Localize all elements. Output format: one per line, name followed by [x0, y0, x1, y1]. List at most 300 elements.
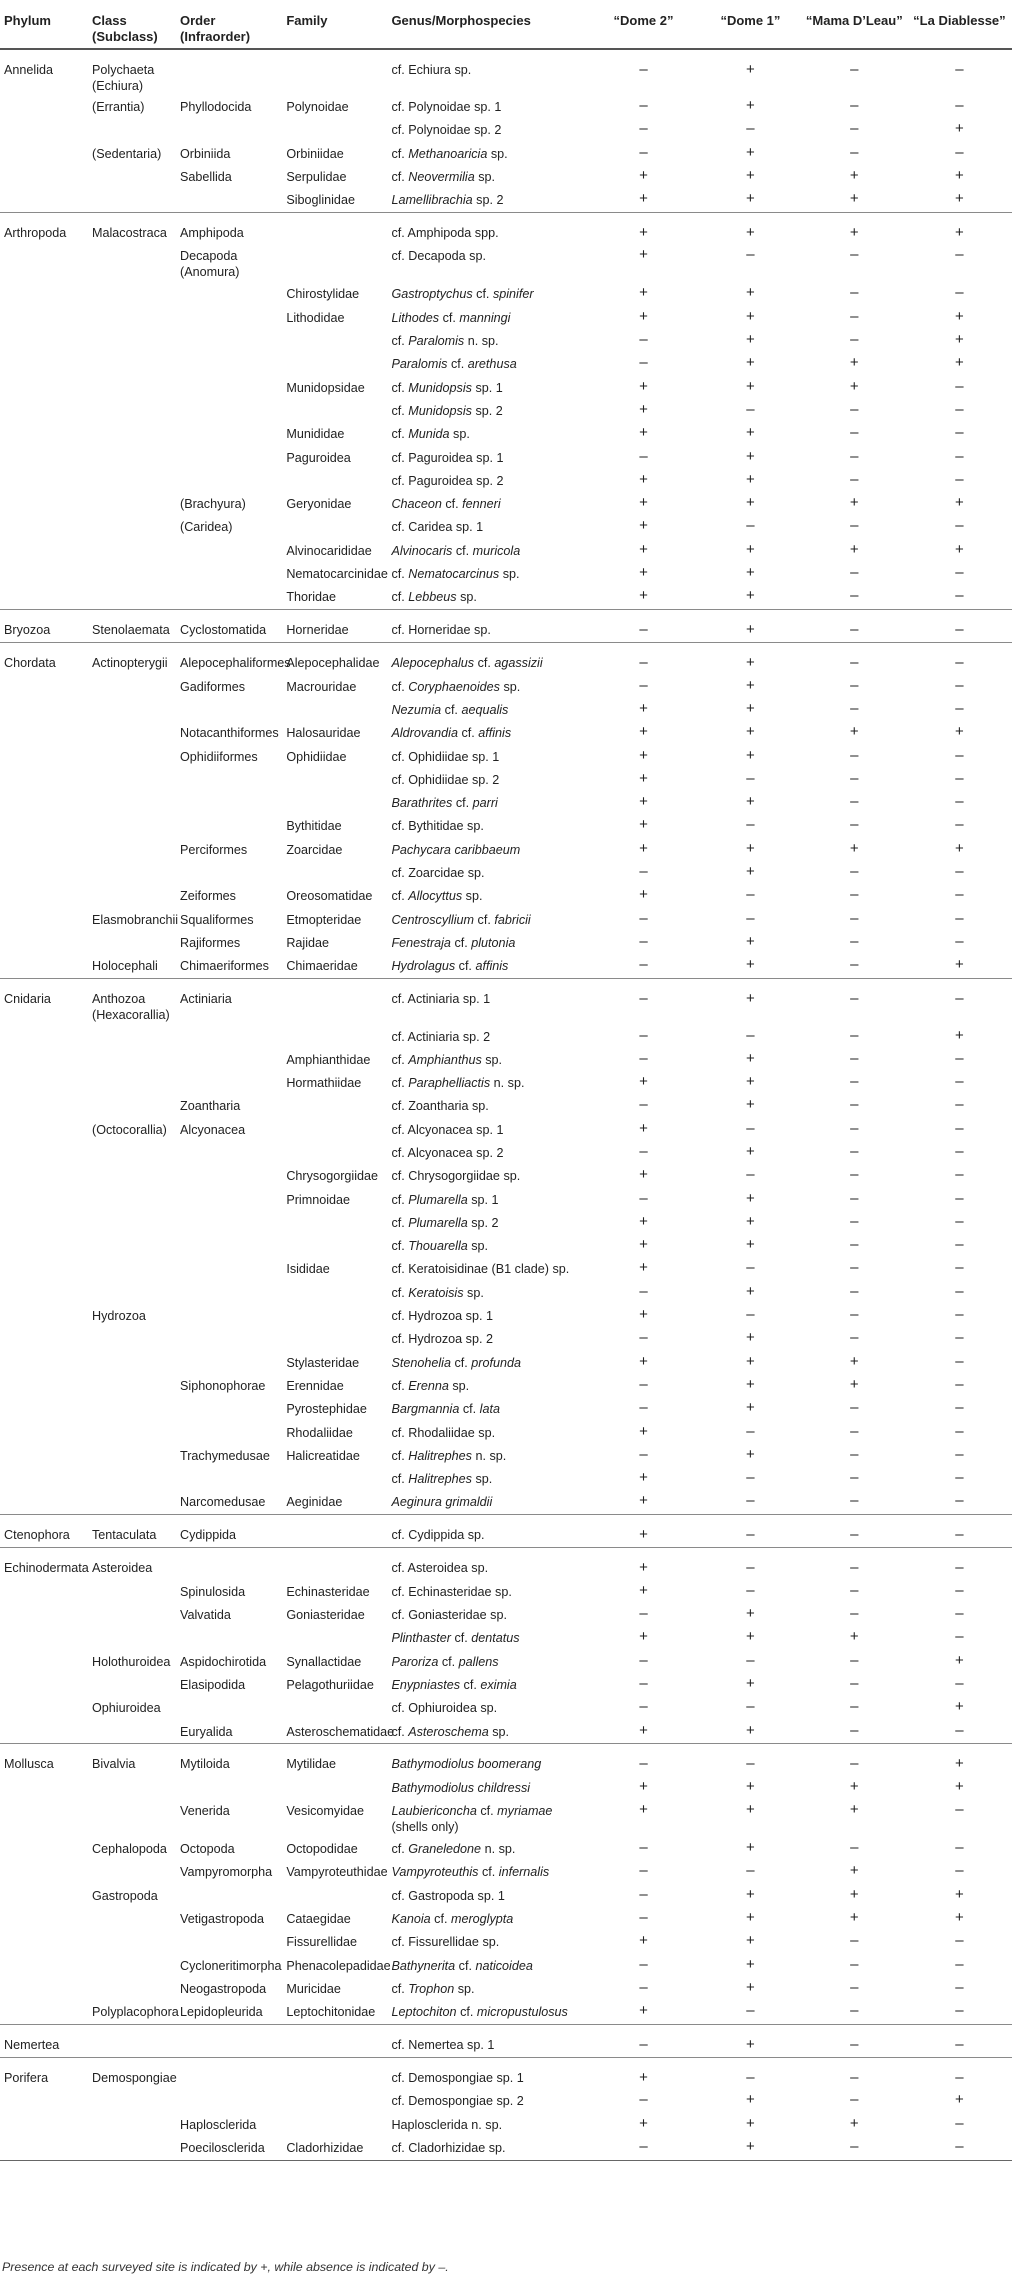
cell-site-dome2: + — [639, 470, 648, 488]
cell-phylum — [0, 586, 88, 609]
cell-phylum — [0, 540, 88, 563]
phylum-group — [0, 979, 1012, 1515]
cell-site-la-diablesse: – — [955, 1189, 964, 1207]
cell-phylum — [0, 699, 88, 722]
cell-site-mama-dleau: + — [849, 354, 859, 372]
cell-site-dome1: + — [746, 746, 755, 764]
cell-site-mama-dleau: – — [850, 470, 859, 488]
cell-site-la-diablesse: + — [955, 839, 964, 857]
cell-order — [176, 1235, 282, 1258]
table-row — [0, 839, 1012, 862]
cell-genus: cf. Plumarella sp. 2 — [391, 1215, 499, 1230]
table-row — [0, 1777, 1012, 1800]
cell-site-dome2: – — [639, 447, 648, 465]
table-row — [0, 143, 1012, 166]
cell-class — [88, 792, 176, 815]
table-row — [0, 330, 1012, 353]
table-row — [0, 1352, 1012, 1375]
cell-site-dome1: + — [746, 699, 755, 717]
cell-phylum — [0, 1189, 88, 1212]
table-row — [0, 400, 1012, 423]
cell-site-dome1: + — [746, 2114, 755, 2132]
cell-class — [88, 1861, 176, 1884]
cell-phylum — [0, 1258, 88, 1281]
cell-site-dome1: – — [746, 1119, 755, 1137]
cell-site-mama-dleau: – — [850, 246, 859, 264]
cell-phylum: Cnidaria — [4, 992, 51, 1006]
table-row — [0, 1861, 1012, 1884]
cell-genus: Plinthaster cf. dentatus — [391, 1631, 520, 1646]
cell-family: Serpulidae — [286, 169, 347, 184]
cell-phylum — [0, 909, 88, 932]
cell-class — [88, 307, 176, 330]
cell-site-dome1: + — [746, 331, 755, 349]
cell-phylum — [0, 1282, 88, 1305]
cell-site-dome2: – — [639, 2138, 648, 2156]
cell-site-dome2: + — [639, 1166, 648, 1184]
cell-site-mama-dleau: – — [850, 956, 859, 974]
cell-site-dome2: + — [639, 839, 648, 857]
cell-site-dome2: + — [639, 1236, 648, 1254]
cell-class: (Errantia) — [92, 100, 145, 114]
cell-site-la-diablesse: – — [955, 1142, 964, 1160]
cell-site-dome2: + — [639, 246, 648, 264]
cell-class — [88, 2024, 176, 2057]
cell-order — [176, 1305, 282, 1328]
cell-order: Venerida — [180, 1804, 230, 1819]
cell-class — [88, 1352, 176, 1375]
cell-site-dome2: + — [639, 2114, 648, 2132]
cell-family: Rajidae — [286, 935, 330, 950]
cell-site-mama-dleau: + — [849, 1777, 859, 1795]
cell-genus: cf. Methanoaricia sp. — [391, 146, 508, 161]
cell-site-mama-dleau: + — [849, 2114, 859, 2132]
cell-site-la-diablesse: – — [955, 676, 964, 694]
cell-site-mama-dleau: – — [850, 284, 859, 302]
cell-phylum — [0, 1352, 88, 1375]
cell-family: Primnoidae — [286, 1192, 351, 1207]
cell-order: Zeiformes — [180, 889, 236, 904]
cell-site-mama-dleau: – — [850, 1282, 859, 1300]
cell-site-mama-dleau: – — [850, 517, 859, 535]
cell-order — [176, 330, 282, 353]
header-order: Order (Infraorder) — [180, 13, 251, 44]
cell-site-mama-dleau: – — [850, 587, 859, 605]
cell-site-la-diablesse: – — [955, 990, 964, 1007]
cell-family: Erennidae — [286, 1378, 344, 1393]
cell-site-la-diablesse: – — [955, 1212, 964, 1230]
cell-site-dome1: – — [746, 1526, 755, 1544]
cell-order: Perciformes — [180, 842, 248, 857]
cell-family: Polynoidae — [286, 100, 349, 114]
cell-order: (Caridea) — [180, 520, 233, 535]
cell-phylum — [0, 815, 88, 838]
cell-site-dome1: + — [746, 1236, 755, 1254]
cell-genus: cf. Chrysogorgiidae sp. — [391, 1169, 521, 1184]
cell-order: Rajiformes — [180, 935, 241, 950]
cell-phylum — [0, 307, 88, 330]
cell-family — [282, 769, 387, 792]
cell-phylum — [0, 189, 88, 212]
cell-phylum — [0, 516, 88, 539]
cell-site-dome2: – — [639, 1651, 648, 1669]
cell-family: Munidopsidae — [286, 380, 365, 395]
cell-family — [282, 470, 387, 493]
cell-site-mama-dleau: – — [850, 1955, 859, 1973]
cell-site-dome2: – — [639, 1096, 648, 1114]
cell-site-dome1: + — [746, 377, 755, 395]
table-row — [0, 1491, 1012, 1514]
cell-genus: Leptochiton cf. micropustulosus — [391, 2005, 568, 2020]
cell-genus: cf. Munida sp. — [391, 427, 470, 442]
table-row — [0, 722, 1012, 745]
cell-family — [282, 1095, 387, 1118]
cell-phylum — [0, 1375, 88, 1398]
cell-site-la-diablesse: + — [955, 223, 964, 241]
cell-site-mama-dleau: – — [850, 1096, 859, 1114]
cell-class — [88, 2137, 176, 2160]
cell-site-la-diablesse: – — [955, 377, 964, 395]
cell-family — [282, 1697, 387, 1720]
cell-site-dome1: + — [746, 932, 755, 950]
cell-site-mama-dleau: + — [849, 377, 859, 395]
cell-genus: cf. Lebbeus sp. — [391, 590, 477, 605]
cell-family — [282, 1305, 387, 1328]
cell-family — [282, 212, 387, 245]
cell-class — [88, 1931, 176, 1954]
cell-class: Ophiuroidea — [92, 1701, 161, 1716]
cell-site-la-diablesse: + — [955, 1755, 964, 1773]
cell-site-la-diablesse: – — [955, 587, 964, 605]
cell-class — [88, 1235, 176, 1258]
cell-site-la-diablesse: – — [955, 1259, 964, 1277]
cell-site-dome2: – — [639, 1375, 648, 1393]
cell-site-dome1: – — [746, 1651, 755, 1669]
cell-site-mama-dleau: + — [849, 190, 859, 208]
cell-genus: cf. Allocyttus sp. — [391, 889, 483, 904]
cell-family: Chirostylidae — [286, 287, 360, 302]
cell-site-dome1: + — [746, 723, 755, 741]
cell-site-dome2: + — [639, 307, 648, 325]
cell-site-dome1: + — [746, 61, 755, 78]
cell-site-dome2: + — [639, 816, 648, 834]
cell-site-dome2: + — [639, 1469, 648, 1487]
cell-genus: cf. Zoantharia sp. — [391, 1099, 489, 1114]
cell-site-la-diablesse: – — [955, 61, 964, 78]
cell-genus: Chaceon cf. fenneri — [391, 497, 501, 512]
cell-site-mama-dleau: + — [849, 1885, 859, 1903]
cell-genus: Centroscyllium cf. fabricii — [391, 912, 531, 927]
cell-family: Bythitidae — [286, 819, 342, 834]
cell-site-dome2: – — [639, 331, 648, 349]
cell-site-dome2: – — [639, 1445, 648, 1463]
cell-site-dome2: – — [639, 1142, 648, 1160]
cell-order — [176, 1258, 282, 1281]
table-row — [0, 423, 1012, 446]
cell-family — [282, 862, 387, 885]
table-row — [0, 1581, 1012, 1604]
cell-phylum — [0, 2001, 88, 2024]
cell-site-dome1: + — [746, 1955, 755, 1973]
cell-site-la-diablesse: + — [955, 540, 964, 558]
cell-site-la-diablesse: – — [955, 2138, 964, 2156]
cell-family: Vesicomyidae — [286, 1804, 365, 1819]
table-row — [0, 1955, 1012, 1978]
cell-genus: cf. Keratoisis sp. — [391, 1285, 484, 1300]
header-family: Family — [286, 13, 328, 28]
cell-site-la-diablesse: – — [955, 97, 964, 114]
cell-class — [88, 377, 176, 400]
cell-site-dome2: + — [639, 746, 648, 764]
cell-site-la-diablesse: – — [955, 1096, 964, 1114]
cell-phylum — [0, 1328, 88, 1351]
cell-class — [88, 1955, 176, 1978]
table-row — [0, 1604, 1012, 1627]
cell-genus: cf. Goniasteridae sp. — [391, 1608, 507, 1623]
cell-class — [88, 815, 176, 838]
cell-site-dome1: + — [746, 1777, 755, 1795]
cell-site-dome2: – — [639, 1885, 648, 1903]
cell-class — [88, 1212, 176, 1235]
cell-phylum — [0, 1931, 88, 1954]
cell-site-la-diablesse: – — [955, 1955, 964, 1973]
cell-site-dome2: – — [639, 1909, 648, 1926]
cell-site-dome1: – — [746, 1755, 755, 1773]
table-row — [0, 1422, 1012, 1445]
table-row — [0, 166, 1012, 189]
cell-genus: Bargmannia cf. lata — [391, 1402, 500, 1417]
cell-phylum — [0, 932, 88, 955]
cell-site-dome1: – — [746, 1166, 755, 1184]
table-row — [0, 377, 1012, 400]
cell-class — [88, 1491, 176, 1514]
table-row — [0, 1800, 1012, 1838]
cell-order — [176, 1468, 282, 1491]
cell-phylum — [0, 377, 88, 400]
cell-site-dome1: + — [746, 307, 755, 325]
cell-site-la-diablesse: – — [955, 886, 964, 904]
cell-genus: cf. Plumarella sp. 1 — [391, 1192, 499, 1207]
cell-order — [176, 1189, 282, 1212]
cell-site-la-diablesse: + — [955, 1777, 964, 1795]
cell-genus: cf. Amphipoda spp. — [391, 225, 499, 240]
table-row — [0, 909, 1012, 932]
cell-phylum — [0, 676, 88, 699]
cell-class — [88, 1604, 176, 1627]
cell-site-mama-dleau: + — [849, 1628, 859, 1646]
cell-site-dome2: + — [639, 1526, 648, 1544]
cell-site-la-diablesse: + — [955, 956, 964, 974]
cell-site-dome2: – — [639, 909, 648, 927]
table-row — [0, 189, 1012, 212]
cell-site-dome2: + — [639, 1212, 648, 1230]
cell-site-dome2: – — [639, 654, 648, 672]
cell-class — [88, 516, 176, 539]
cell-class: Actinopterygii — [92, 656, 168, 671]
cell-site-la-diablesse: – — [955, 2068, 964, 2086]
table-row — [0, 2024, 1012, 2057]
cell-genus: cf. Neovermilia sp. — [391, 169, 496, 184]
cell-site-dome2: – — [639, 1862, 648, 1880]
cell-phylum — [0, 1445, 88, 1468]
cell-order: Zoantharia — [180, 1099, 241, 1114]
cell-phylum: Annelida — [4, 63, 54, 77]
cell-site-mama-dleau: – — [850, 746, 859, 764]
cell-site-dome1: + — [746, 1073, 755, 1091]
cell-site-mama-dleau: – — [850, 1329, 859, 1347]
cell-site-dome2: + — [639, 540, 648, 558]
cell-phylum — [0, 862, 88, 885]
cell-site-mama-dleau: – — [850, 909, 859, 927]
cell-phylum — [0, 769, 88, 792]
cell-class — [88, 1777, 176, 1800]
cell-site-la-diablesse: + — [955, 354, 964, 372]
cell-genus: cf. Demospongiae sp. 2 — [391, 2094, 524, 2109]
cell-class — [88, 1142, 176, 1165]
cell-site-la-diablesse: – — [955, 793, 964, 811]
cell-family: Goniasteridae — [286, 1608, 365, 1623]
cell-site-dome2: + — [639, 494, 648, 512]
cell-class — [88, 1375, 176, 1398]
cell-class — [88, 2090, 176, 2113]
cell-site-mama-dleau: + — [849, 166, 859, 184]
cell-site-dome1: + — [746, 190, 755, 208]
cell-site-dome1: + — [746, 1096, 755, 1114]
cell-class: Demospongiae — [92, 2070, 177, 2085]
cell-site-mama-dleau: – — [850, 2002, 859, 2020]
cell-family: Orbiniidae — [286, 146, 344, 161]
cell-site-dome2: + — [639, 2068, 648, 2086]
cell-genus: cf. Hydrozoa sp. 2 — [391, 1332, 493, 1347]
cell-site-mama-dleau: – — [850, 990, 859, 1007]
cell-order — [176, 792, 282, 815]
cell-order: Valvatida — [180, 1608, 231, 1623]
cell-genus: cf. Ophidiidae sp. 2 — [391, 772, 500, 787]
header-genus: Genus/Morphospecies — [391, 13, 531, 28]
cell-site-dome1: – — [746, 1469, 755, 1487]
cell-family: Phenacolepadidae — [286, 1958, 391, 1973]
cell-site-dome2: – — [639, 143, 648, 161]
header-class: Class (Subclass) — [92, 13, 158, 44]
cell-family: Muricidae — [286, 1981, 341, 1996]
cell-class: Elasmobranchii — [92, 912, 179, 927]
cell-order — [176, 447, 282, 470]
cell-site-mama-dleau: – — [850, 2091, 859, 2109]
cell-site-mama-dleau: – — [850, 97, 859, 114]
cell-site-dome1: + — [746, 1282, 755, 1300]
cell-phylum — [0, 792, 88, 815]
cell-site-la-diablesse: + — [955, 2091, 964, 2109]
cell-site-dome2: – — [639, 1839, 648, 1857]
table-row — [0, 2001, 1012, 2024]
cell-family — [282, 245, 387, 283]
cell-site-dome1: + — [746, 1628, 755, 1646]
cell-order — [176, 119, 282, 142]
cell-site-dome2: – — [639, 990, 648, 1007]
cell-order: Gadiformes — [180, 679, 246, 694]
cell-site-la-diablesse: – — [955, 447, 964, 465]
cell-site-dome1: + — [746, 424, 755, 442]
cell-site-mama-dleau: – — [850, 2068, 859, 2086]
cell-site-dome2: – — [639, 863, 648, 881]
cell-family: Chimaeridae — [286, 959, 358, 974]
table-row — [0, 979, 1012, 1026]
cell-site-dome2: + — [639, 886, 648, 904]
cell-site-dome1: – — [746, 2002, 755, 2020]
cell-site-la-diablesse: + — [955, 307, 964, 325]
cell-phylum: Mollusca — [4, 1757, 54, 1772]
cell-site-la-diablesse: – — [955, 1352, 964, 1370]
cell-site-mama-dleau: – — [850, 1605, 859, 1623]
table-row — [0, 1328, 1012, 1351]
cell-phylum — [0, 1697, 88, 1720]
cell-site-dome2: – — [639, 676, 648, 694]
cell-family — [282, 1212, 387, 1235]
cell-site-dome1: + — [746, 540, 755, 558]
table-row — [0, 815, 1012, 838]
cell-phylum — [0, 1800, 88, 1838]
cell-class — [88, 586, 176, 609]
cell-genus: Aeginura grimaldii — [391, 1495, 493, 1510]
cell-order — [176, 1026, 282, 1049]
cell-family: Horneridae — [286, 623, 349, 638]
table-row — [0, 1674, 1012, 1697]
cell-genus: cf. Graneledone n. sp. — [391, 1842, 516, 1857]
cell-site-mama-dleau: – — [850, 120, 859, 138]
cell-phylum — [0, 330, 88, 353]
cell-site-dome2: + — [639, 1119, 648, 1137]
cell-genus: Gastroptychus cf. spinifer — [391, 287, 534, 302]
cell-class — [88, 1258, 176, 1281]
cell-site-mama-dleau: – — [850, 1674, 859, 1692]
cell-site-mama-dleau: + — [849, 839, 859, 857]
cell-site-dome2: + — [639, 1932, 648, 1950]
cell-genus: cf. Echiura sp. — [391, 63, 472, 77]
cell-site-dome2: – — [639, 1755, 648, 1773]
cell-site-dome2: + — [639, 284, 648, 302]
cell-class — [88, 1674, 176, 1697]
cell-genus: cf. Munidopsis sp. 1 — [391, 380, 503, 395]
cell-family: Geryonidae — [286, 497, 352, 512]
cell-site-dome1: + — [746, 863, 755, 881]
cell-phylum — [0, 1838, 88, 1861]
cell-order — [176, 2057, 282, 2090]
table-row — [0, 1721, 1012, 1744]
table-row — [0, 932, 1012, 955]
cell-site-la-diablesse: – — [955, 1492, 964, 1510]
cell-order: Amphipoda — [180, 225, 244, 240]
cell-class — [88, 493, 176, 516]
cell-class — [88, 2114, 176, 2137]
cell-site-dome1: – — [746, 517, 755, 535]
cell-order — [176, 1165, 282, 1188]
table-row — [0, 885, 1012, 908]
cell-class: Malacostraca — [92, 225, 167, 240]
cell-genus: cf. Horneridae sp. — [391, 623, 491, 638]
cell-site-dome2: + — [639, 1628, 648, 1646]
cell-family: Leptochitonidae — [286, 2005, 376, 2020]
cell-site-dome1: – — [746, 1698, 755, 1716]
header-site-mama-dleau: “Mama D’Leau” — [805, 13, 903, 28]
cell-phylum — [0, 1235, 88, 1258]
table-row — [0, 353, 1012, 376]
cell-genus: cf. Trophon sp. — [391, 1981, 475, 1996]
cell-family — [282, 1548, 387, 1581]
cell-class — [88, 1978, 176, 2001]
cell-site-mama-dleau: – — [850, 400, 859, 418]
cell-site-dome2: + — [639, 1492, 648, 1510]
cell-site-mama-dleau: – — [850, 424, 859, 442]
